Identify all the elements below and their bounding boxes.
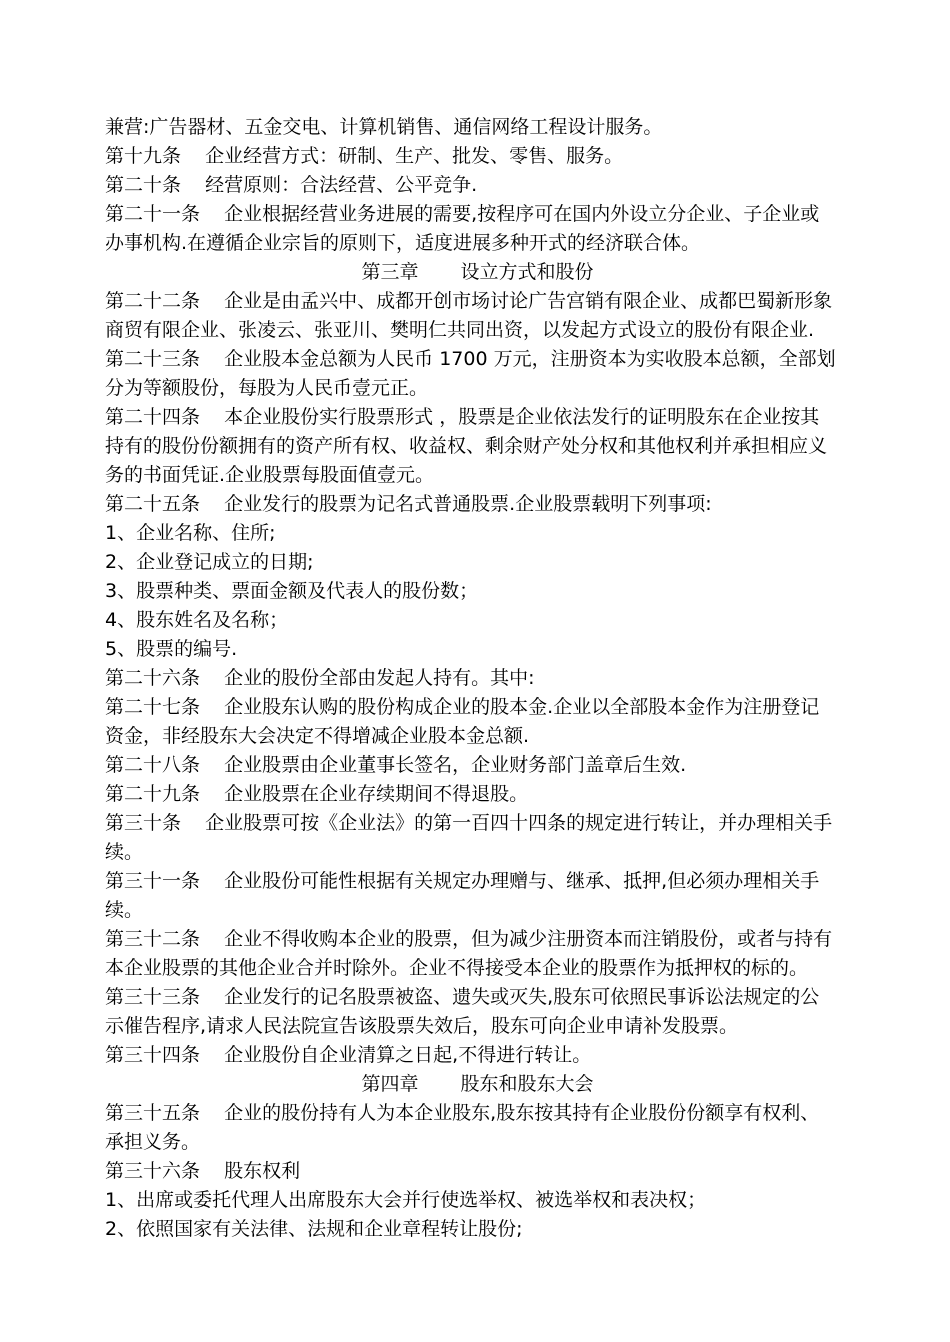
text-line: 第三十四条 企业股份自企业清算之日起,不得进行转让。 [105,1044,592,1066]
text-line: 第三十条 企业股票可按《企业法》的第一百四十四条的规定进行转让，并办理相关手 [105,812,833,834]
chapter-heading [105,258,850,287]
text-line: 务的书面凭证.企业股票每股面值壹元。 [105,464,435,486]
text-line: 2、企业登记成立的日期; [105,551,314,573]
text-line: 5、股票的编号. [105,638,238,660]
chapter-title: 设立方式和股份 [460,261,594,283]
text-line: 1、出席或委托代理人出席股东大会并行使选举权、被选举权和表决权； [105,1189,707,1211]
text-line: 分为等额股份，每股为人民币壹元正。 [105,377,429,399]
text-line: 第十九条 企业经营方式：研制、生产、批发、零售、服务。 [105,145,624,167]
text-line: 本企业股票的其他企业合并时除外。企业不得接受本企业的股票作为抵押权的标的。 [105,957,809,979]
text-line: 1、企业名称、住所; [105,522,276,544]
document-body [105,113,850,1244]
text-line: 持有的股份份额拥有的资产所有权、收益权、剩余财产处分权和其他权利并承担相应义 [105,435,828,457]
text-line: 3、股票种类、票面金额及代表人的股份数； [105,580,479,602]
text-line: 续。 [105,841,144,863]
text-line: 示催告程序,请求人民法院宣告该股票失效后，股东可向企业申请补发股票。 [105,1015,739,1037]
text-line: 第三十一条 企业股份可能性根据有关规定办理赠与、继承、抵押,但必须办理相关手 [105,870,820,892]
text-line: 第三十五条 企业的股份持有人为本企业股东,股东按其持有企业股份份额享有权利、 [105,1102,820,1124]
text-line: 第三十三条 企业发行的记名股票被盗、遗失或灭失,股东可依照民事诉讼法规定的公 [105,986,820,1008]
chapter-title: 股东和股东大会 [460,1073,594,1095]
text-line: 第二十七条 企业股东认购的股份构成企业的股本金.企业以全部股本金作为注册登记 [105,696,820,718]
text-line: 办事机构.在遵循企业宗旨的原则下，适度进展多种开式的经济联合体。 [105,232,701,254]
text-line: 2、依照国家有关法律、法规和企业章程转让股份; [105,1218,523,1240]
text-line: 兼营:广告器材、五金交电、计算机销售、通信网络工程设计服务。 [105,116,663,138]
text-line: 续。 [105,899,144,921]
text-line: 承担义务。 [105,1131,201,1153]
text-line: 第三十六条 股东权利 [105,1160,301,1182]
chapter-heading [105,1070,850,1099]
chapter-number: 第三章 [361,261,419,283]
text-line: 资金，非经股东大会决定不得增减企业股本金总额. [105,725,530,747]
text-line: 第三十二条 企业不得收购本企业的股票，但为减少注册资本而注销股份，或者与持有 [105,928,833,950]
text-line: 第二十二条 企业是由孟兴中、成都开创市场讨论广告宫销有限企业、成都巴蜀新形象 [105,290,833,312]
text-line: 商贸有限企业、张凌云、张亚川、樊明仁共同出资，以发起方式设立的股份有限企业. [105,319,815,341]
text-line: 第二十一条 企业根据经营业务进展的需要,按程序可在国内外设立分企业、子企业或 [105,203,820,225]
text-line: 第二十四条 本企业股份实行股票形式 ，股票是企业依法发行的证明股东在企业按其 [105,406,820,428]
chapter-number: 第四章 [361,1073,419,1095]
text-line: 第二十条 经营原则：合法经营、公平竞争. [105,174,478,196]
text-line: 第二十九条 企业股票在企业存续期间不得退股。 [105,783,529,805]
text-line: 4、股东姓名及名称； [105,609,289,631]
text-line: 第二十六条 企业的股份全部由发起人持有。其中: [105,667,535,689]
text-line: 第二十五条 企业发行的股票为记名式普通股票.企业股票载明下列事项: [105,493,712,515]
text-line: 第二十八条 企业股票由企业董事长签名，企业财务部门盖章后生效. [105,754,687,776]
text-line: 第二十三条 企业股本金总额为人民币 1700 万元，注册资本为实收股本总额，全部划 [105,348,836,370]
